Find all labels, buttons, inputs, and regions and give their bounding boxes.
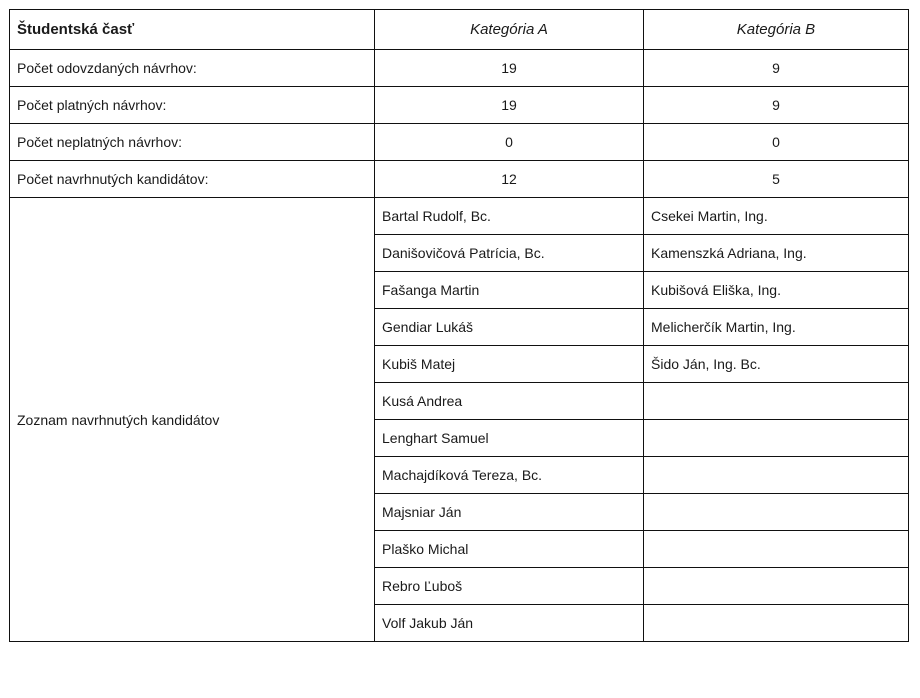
candidate-a: Majsniar Ján bbox=[375, 494, 644, 531]
stat-label: Počet navrhnutých kandidátov: bbox=[10, 161, 375, 198]
candidate-a: Volf Jakub Ján bbox=[375, 605, 644, 642]
stat-value-b: 5 bbox=[644, 161, 909, 198]
candidate-a: Fašanga Martin bbox=[375, 272, 644, 309]
table-row bbox=[10, 87, 909, 124]
table-row bbox=[10, 161, 909, 198]
candidate-b: Kamenszká Adriana, Ing. bbox=[644, 235, 909, 272]
candidate-b bbox=[644, 531, 909, 568]
candidate-b bbox=[644, 568, 909, 605]
stat-value-b: 9 bbox=[644, 50, 909, 87]
stat-value-a: 0 bbox=[375, 124, 644, 161]
stat-value-a: 12 bbox=[375, 161, 644, 198]
candidate-a: Bartal Rudolf, Bc. bbox=[375, 198, 644, 235]
candidate-a: Kusá Andrea bbox=[375, 383, 644, 420]
candidate-b bbox=[644, 605, 909, 642]
stat-label: Počet odovzdaných návrhov: bbox=[10, 50, 375, 87]
category-a-header: Kategória A bbox=[375, 10, 644, 50]
candidate-a: Machajdíková Tereza, Bc. bbox=[375, 457, 644, 494]
candidate-b: Šido Ján, Ing. Bc. bbox=[644, 346, 909, 383]
candidate-b bbox=[644, 420, 909, 457]
candidate-a: Gendiar Lukáš bbox=[375, 309, 644, 346]
candidate-a: Kubiš Matej bbox=[375, 346, 644, 383]
table-header-row bbox=[10, 10, 909, 50]
candidate-b bbox=[644, 457, 909, 494]
stat-value-b: 9 bbox=[644, 87, 909, 124]
table-row bbox=[10, 124, 909, 161]
candidate-row bbox=[10, 198, 909, 235]
candidate-a: Rebro Ľuboš bbox=[375, 568, 644, 605]
stat-value-b: 0 bbox=[644, 124, 909, 161]
candidate-b: Melicherčík Martin, Ing. bbox=[644, 309, 909, 346]
candidate-a: Plaško Michal bbox=[375, 531, 644, 568]
table-row bbox=[10, 50, 909, 87]
candidate-list-label: Zoznam navrhnutých kandidátov bbox=[10, 198, 375, 642]
stat-value-a: 19 bbox=[375, 50, 644, 87]
candidate-b bbox=[644, 383, 909, 420]
candidate-b bbox=[644, 494, 909, 531]
candidate-b: Csekei Martin, Ing. bbox=[644, 198, 909, 235]
candidate-b: Kubišová Eliška, Ing. bbox=[644, 272, 909, 309]
stat-value-a: 19 bbox=[375, 87, 644, 124]
candidate-a: Danišovičová Patrícia, Bc. bbox=[375, 235, 644, 272]
section-title: Študentská časť bbox=[10, 10, 375, 50]
stat-label: Počet neplatných návrhov: bbox=[10, 124, 375, 161]
results-table bbox=[9, 9, 909, 642]
category-b-header: Kategória B bbox=[644, 10, 909, 50]
stat-label: Počet platných návrhov: bbox=[10, 87, 375, 124]
candidate-a: Lenghart Samuel bbox=[375, 420, 644, 457]
